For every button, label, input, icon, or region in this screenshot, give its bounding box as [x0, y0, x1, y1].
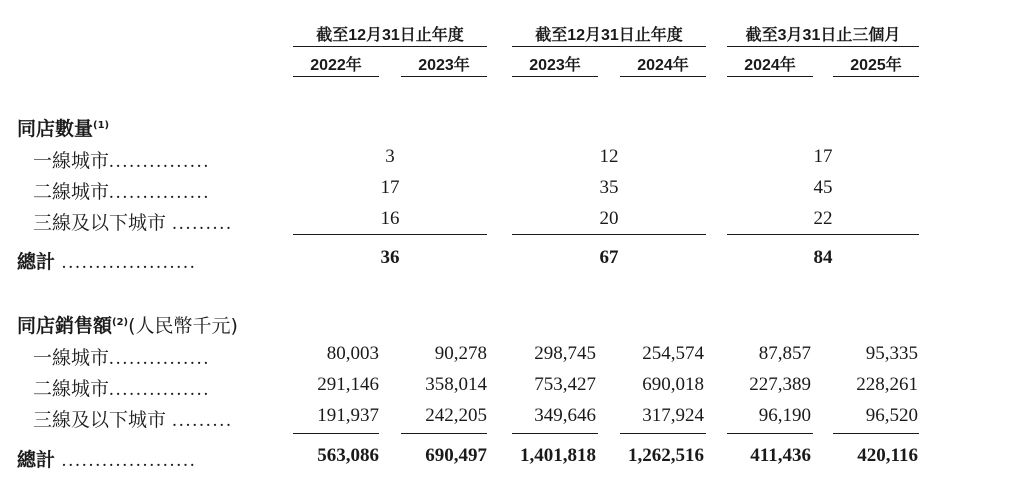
footnote-marker: (2): [112, 317, 129, 328]
row-label-text: 二線城市: [33, 181, 110, 203]
sales-value: 753,427: [534, 374, 596, 395]
total-value: 1,262,516: [628, 445, 704, 466]
leader-dots: ...............: [109, 379, 211, 400]
sales-value: 349,646: [534, 405, 596, 426]
leader-dots: ...............: [109, 151, 211, 172]
row-label: [33, 405, 233, 432]
year-header-rule-6: [833, 76, 919, 77]
sales-value: 95,335: [865, 343, 918, 364]
sales-value: 317,924: [642, 405, 704, 426]
sales-value: 298,745: [534, 343, 596, 364]
total-label-text: 總計: [17, 251, 56, 273]
year-header-6: 2025年: [850, 57, 902, 74]
count-value: 17: [380, 177, 400, 198]
period-header-rule-1: [293, 46, 487, 47]
count-value: 22: [813, 208, 833, 229]
sales-value: 90,278: [434, 343, 487, 364]
total-label: [17, 247, 197, 274]
year-header-1: 2022年: [310, 57, 362, 74]
unit-label: (人民幣千元): [128, 315, 238, 337]
sales-value: 227,389: [749, 374, 811, 395]
year-header-4: 2024年: [637, 57, 689, 74]
row-label-text: 三線及以下城市: [33, 212, 167, 234]
year-header-rule-1: [293, 76, 379, 77]
count-value: 17: [813, 146, 833, 167]
total-value: 420,116: [857, 445, 918, 466]
count-value: 16: [380, 208, 400, 229]
sales-value: 254,574: [642, 343, 704, 364]
row-label: [33, 343, 210, 370]
subtotal-rule: [727, 234, 919, 235]
sales-value: 228,261: [856, 374, 918, 395]
leader-dots: ...............: [109, 182, 211, 203]
subtotal-rule: [512, 234, 706, 235]
count-value: 45: [813, 177, 833, 198]
leader-dots: ...............: [109, 348, 211, 369]
subtotal-rule: [727, 433, 813, 434]
row-label-text: 一線城市: [33, 150, 110, 172]
total-value: 84: [813, 247, 833, 268]
total-label-text: 總計: [17, 449, 56, 471]
total-value: 1,401,818: [520, 445, 596, 466]
sales-value: 358,014: [425, 374, 487, 395]
total-value: 690,497: [425, 445, 487, 466]
year-header-rule-5: [727, 76, 813, 77]
sales-value: 690,018: [642, 374, 704, 395]
subtotal-rule: [620, 433, 706, 434]
year-header-rule-2: [401, 76, 487, 77]
total-value: 563,086: [317, 445, 379, 466]
sales-value: 80,003: [326, 343, 379, 364]
period-header-3: 截至3月31日止三個月: [745, 27, 901, 44]
total-value: 67: [599, 247, 619, 268]
subtotal-rule: [512, 433, 598, 434]
row-label: [33, 177, 210, 204]
year-header-rule-3: [512, 76, 598, 77]
sales-value: 291,146: [317, 374, 379, 395]
section-title-text: 同店數量: [17, 118, 94, 140]
subtotal-rule: [293, 433, 379, 434]
row-label: [33, 374, 210, 401]
row-label-text: 三線及以下城市: [33, 409, 167, 431]
sales-value: 191,937: [317, 405, 379, 426]
section-title-store-count: [17, 114, 109, 141]
leader-dots: .........: [172, 213, 233, 234]
count-value: 20: [599, 208, 619, 229]
row-label-text: 二線城市: [33, 378, 110, 400]
total-value: 36: [380, 247, 400, 268]
period-header-1: 截至12月31日止年度: [316, 27, 464, 44]
total-label: [17, 445, 197, 472]
year-header-rule-4: [620, 76, 706, 77]
subtotal-rule: [833, 433, 919, 434]
leader-dots: ....................: [61, 252, 197, 273]
leader-dots: ....................: [61, 450, 197, 471]
section-title-text: 同店銷售額: [17, 315, 113, 337]
section-title-store-sales: [17, 311, 238, 338]
leader-dots: .........: [172, 410, 233, 431]
row-label-text: 一線城市: [33, 347, 110, 369]
row-label: [33, 208, 233, 235]
subtotal-rule: [401, 433, 487, 434]
year-header-2: 2023年: [418, 57, 470, 74]
footnote-marker: (1): [93, 120, 110, 131]
sales-value: 242,205: [425, 405, 487, 426]
period-header-2: 截至12月31日止年度: [535, 27, 683, 44]
count-value: 3: [385, 146, 395, 167]
row-label: [33, 146, 210, 173]
total-value: 411,436: [750, 445, 811, 466]
sales-value: 87,857: [758, 343, 811, 364]
period-header-rule-2: [512, 46, 706, 47]
subtotal-rule: [293, 234, 487, 235]
year-header-5: 2024年: [744, 57, 796, 74]
count-value: 12: [599, 146, 619, 167]
count-value: 35: [599, 177, 619, 198]
year-header-3: 2023年: [529, 57, 581, 74]
sales-value: 96,520: [865, 405, 918, 426]
period-header-rule-3: [727, 46, 919, 47]
sales-value: 96,190: [758, 405, 811, 426]
